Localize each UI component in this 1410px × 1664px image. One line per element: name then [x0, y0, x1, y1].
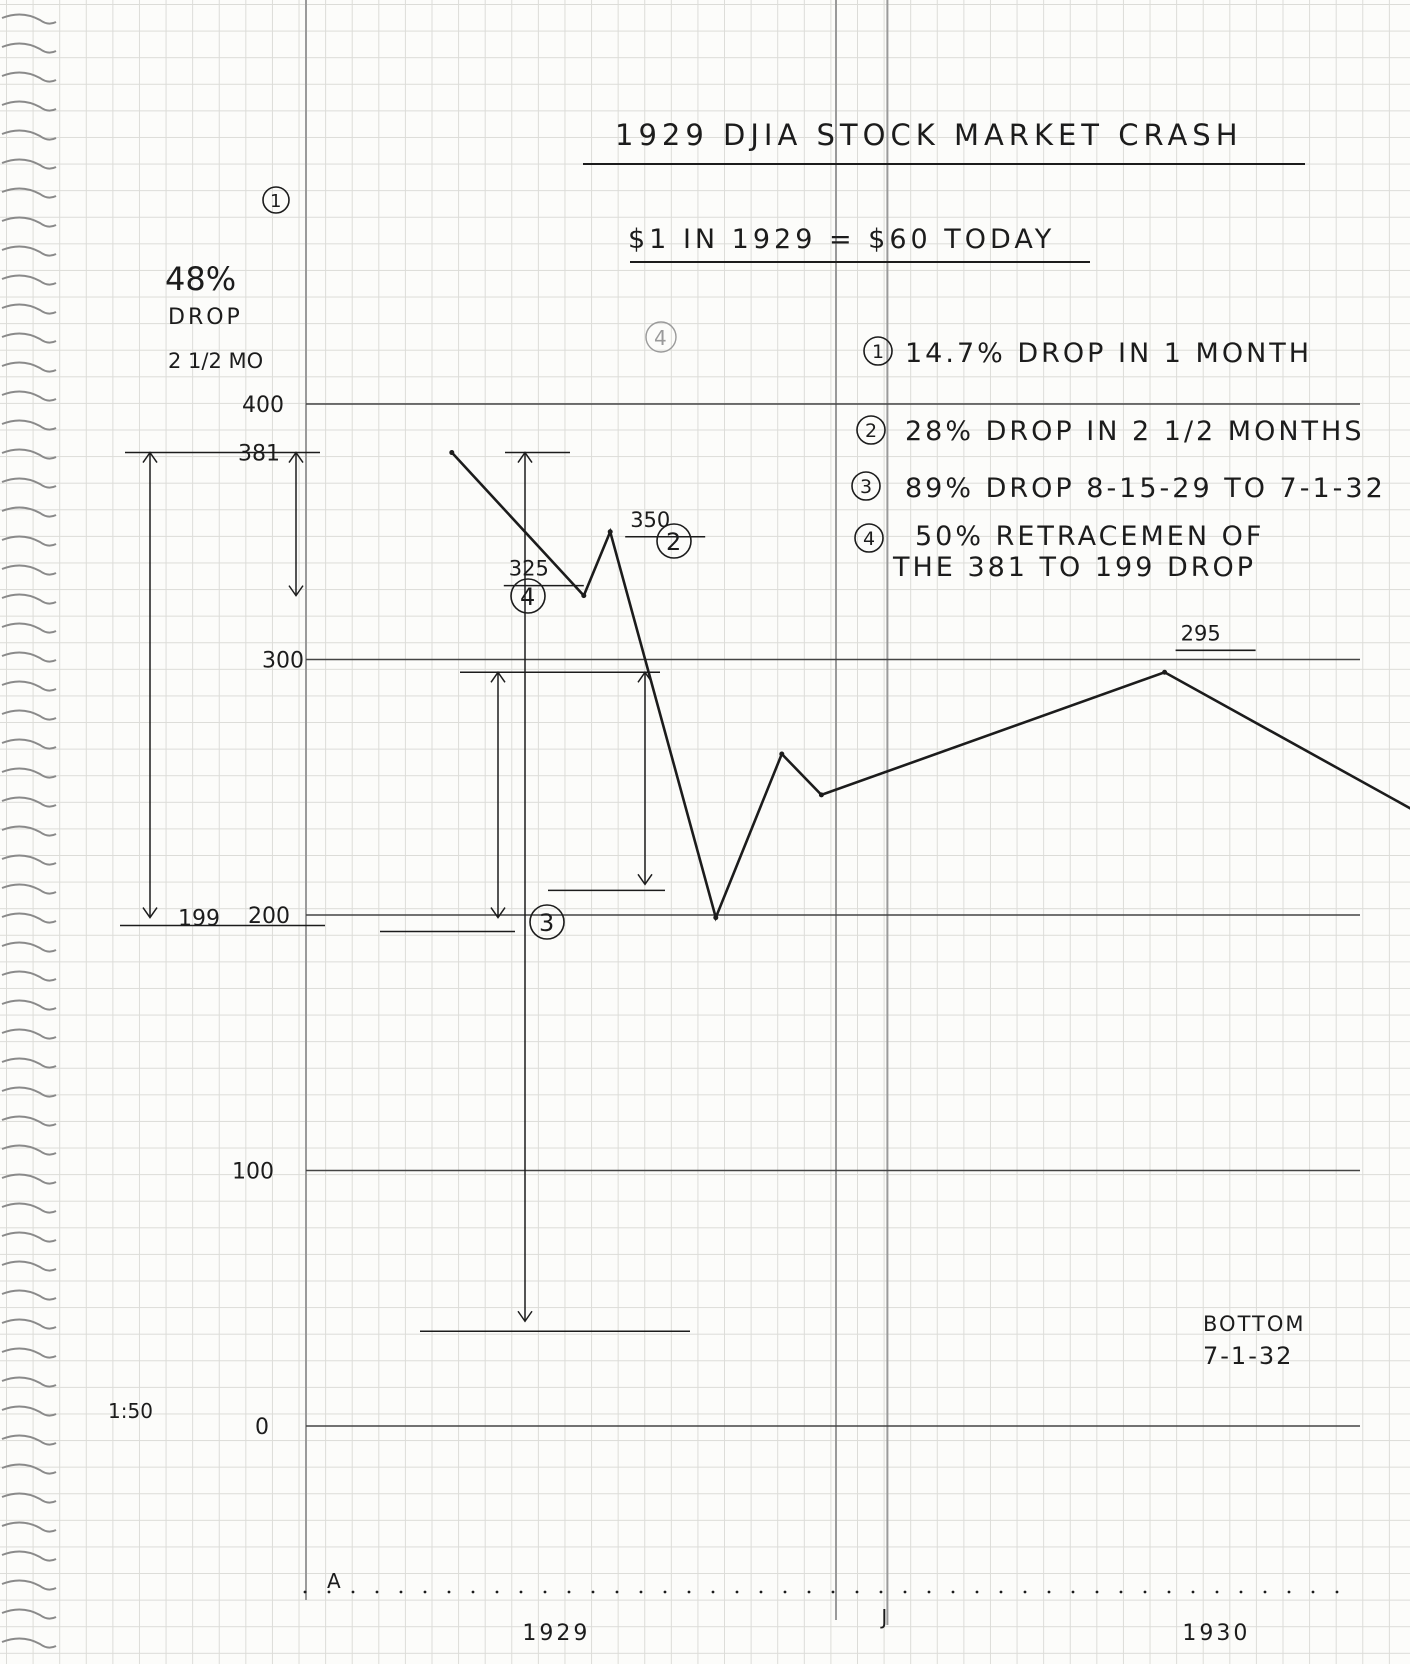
x-axis-dot — [784, 1591, 787, 1594]
x-axis-dot — [712, 1591, 715, 1594]
x-axis-dot — [688, 1591, 691, 1594]
x-axis-dot — [352, 1591, 355, 1594]
x-axis-dot — [640, 1591, 643, 1594]
y-tick-label: 200 — [248, 904, 290, 929]
x-axis-dot — [376, 1591, 379, 1594]
marker-4-light-number: 4 — [654, 326, 667, 350]
x-axis-dot — [808, 1591, 811, 1594]
x-axis-dot — [1264, 1591, 1267, 1594]
data-point — [819, 792, 824, 797]
x-year-label: 1929 — [522, 1621, 591, 1646]
x-axis-dot — [1072, 1591, 1075, 1594]
y-tick-label: 400 — [242, 393, 284, 418]
x-axis-dot — [760, 1591, 763, 1594]
x-axis — [304, 1569, 1410, 1646]
note-1-text: 14.7% DROP IN 1 MONTH — [905, 338, 1313, 369]
x-axis-dot — [520, 1591, 523, 1594]
marker-1-number: 1 — [270, 191, 282, 212]
marker-1 — [263, 187, 289, 213]
point-label: 295 — [1180, 621, 1221, 646]
x-axis-dot — [1216, 1591, 1219, 1594]
note-3-number: 3 — [860, 476, 873, 498]
notes-list — [852, 337, 1386, 583]
note-4-text-line2: THE 381 TO 199 DROP — [893, 552, 1257, 583]
bottom-label: BOTTOM — [1203, 1312, 1306, 1336]
note-4-text: 50% RETRACEMEN OF — [915, 521, 1265, 552]
bottom-annotation — [1203, 1312, 1306, 1370]
marker-4-number: 4 — [520, 583, 536, 611]
x-month-label: A — [327, 1569, 341, 1593]
point-label: 325 — [508, 556, 549, 581]
x-axis-dot — [304, 1591, 307, 1594]
x-year-label: 1930 — [1182, 1621, 1251, 1646]
marker-3-number: 3 — [539, 909, 555, 937]
x-axis-dot — [1312, 1591, 1315, 1594]
x-axis-dot — [856, 1591, 859, 1594]
x-axis-dot — [1000, 1591, 1003, 1594]
y-tick-label: 300 — [262, 648, 304, 674]
side-label-duration: 2 1/2 MO — [168, 349, 264, 373]
note-3-text: 89% DROP 8-15-29 TO 7-1-32 — [905, 473, 1386, 504]
point-label: 350 — [630, 507, 671, 532]
marker-2-number: 2 — [666, 528, 682, 556]
point-labels — [504, 508, 1410, 1319]
data-point — [608, 529, 613, 534]
x-axis-dot — [544, 1591, 547, 1594]
x-axis-dot — [832, 1591, 835, 1594]
x-axis-dot — [496, 1591, 499, 1594]
data-point — [1162, 670, 1167, 675]
x-axis-dot — [1024, 1591, 1027, 1594]
x-axis-dot — [1168, 1591, 1171, 1594]
x-axis-dot — [592, 1591, 595, 1594]
note-2-number: 2 — [865, 420, 878, 442]
x-axis-dot — [952, 1591, 955, 1594]
margin-note: 1:50 — [108, 1399, 153, 1423]
y-tick-labels — [178, 393, 304, 1440]
x-month-label: J — [881, 1605, 888, 1629]
y-tick-label: 199 — [178, 906, 220, 932]
x-axis-dot — [400, 1591, 403, 1594]
x-axis-dot — [976, 1591, 979, 1594]
x-axis-dot — [736, 1591, 739, 1594]
marker-3 — [530, 905, 564, 939]
bottom-date: 7-1-32 — [1203, 1342, 1294, 1370]
data-point — [713, 915, 718, 920]
x-axis-dot — [448, 1591, 451, 1594]
note-2 — [857, 416, 1364, 447]
note-1 — [864, 337, 1312, 369]
y-tick-label: 381 — [238, 441, 280, 467]
side-label-percent: 48% — [165, 260, 237, 298]
note-1-number: 1 — [872, 341, 885, 363]
data-point — [449, 450, 454, 455]
x-axis-dot — [1288, 1591, 1291, 1594]
x-axis-dot — [568, 1591, 571, 1594]
chart-title: 1929 DJIA STOCK MARKET CRASH — [615, 118, 1243, 152]
note-2-text: 28% DROP IN 2 1/2 MONTHS — [905, 416, 1365, 447]
x-axis-dot — [424, 1591, 427, 1594]
x-axis-dot — [664, 1591, 667, 1594]
note-4 — [855, 521, 1264, 583]
x-axis-dot — [1336, 1591, 1339, 1594]
y-tick-label: 0 — [255, 1415, 269, 1440]
note-4-number: 4 — [863, 528, 876, 550]
side-label-drop: DROP — [168, 305, 243, 330]
marker-2 — [657, 524, 691, 558]
data-point — [581, 593, 586, 598]
chart-subtitle: $1 IN 1929 = $60 TODAY — [628, 224, 1056, 255]
x-axis-dot — [1144, 1591, 1147, 1594]
data-point — [779, 752, 784, 757]
x-axis-dot — [904, 1591, 907, 1594]
x-axis-dot — [1120, 1591, 1123, 1594]
x-axis-dot — [928, 1591, 931, 1594]
x-axis-dot — [1192, 1591, 1195, 1594]
x-axis-dot — [472, 1591, 475, 1594]
y-tick-label: 100 — [232, 1159, 274, 1185]
x-axis-dot — [1240, 1591, 1243, 1594]
side-drop-label — [165, 260, 263, 373]
marker-4 — [511, 579, 545, 613]
x-axis-dot — [616, 1591, 619, 1594]
note-3 — [852, 472, 1386, 504]
marker-4-light — [646, 322, 676, 352]
x-axis-dot — [1048, 1591, 1051, 1594]
measure-arrows — [120, 453, 690, 1332]
x-axis-dot — [880, 1591, 883, 1594]
x-axis-dot — [1096, 1591, 1099, 1594]
